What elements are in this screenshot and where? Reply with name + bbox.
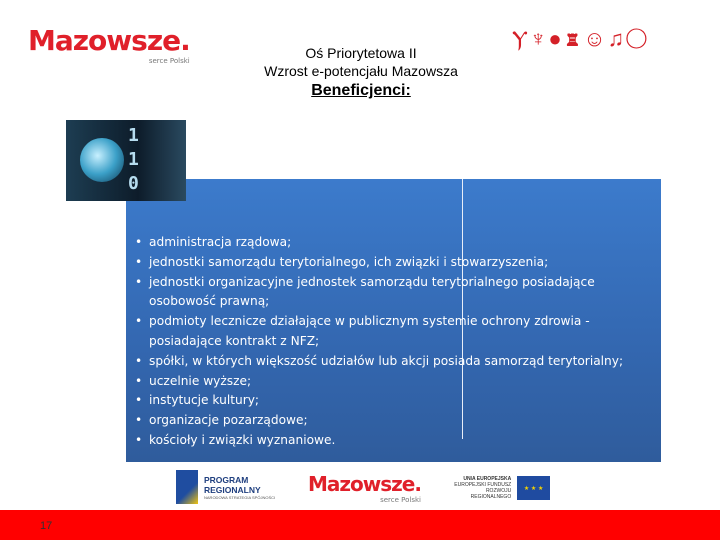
digital-globe-image	[66, 120, 186, 201]
eu-line-3: ROZWOJU REGIONALNEGO	[470, 488, 512, 500]
page-number: 17	[40, 520, 53, 532]
list-item: • jednostki samorządu terytorialnego, ich związki i stowarzyszenia;	[135, 253, 655, 273]
beneficiaries-list	[135, 233, 655, 451]
program-regionalny-logo	[176, 470, 275, 504]
list-item: • podmioty lecznicze działające w publicznym systemie ochrony zdrowia - posiadające kontrakt z NFZ;	[135, 312, 655, 352]
eu-logo	[450, 476, 550, 500]
logo-text: Mazowsze.	[28, 24, 190, 57]
mazowsze-logo	[28, 24, 190, 65]
list-item: • uczelnie wyższe;	[135, 372, 655, 392]
title-line-1: Oś Priorytetowa II	[305, 45, 417, 61]
logo-text: Mazowsze.	[308, 472, 421, 496]
culture-icons: Ⲩ♆●♜☺♫◯	[512, 26, 649, 51]
slide-heading: Beneficjenci:	[311, 82, 411, 99]
eu-line-2: EUROPEJSKI FUNDUSZ	[454, 482, 512, 488]
footer-logos	[170, 466, 550, 508]
globe-icon	[80, 138, 124, 182]
program-sub: NARODOWA STRATEGIA SPÓJNOŚCI	[204, 494, 276, 500]
footer-bar	[0, 510, 720, 540]
mazowsze-logo-footer	[308, 472, 421, 504]
logo-subtitle: serce Polski	[380, 496, 421, 504]
title-line-2: Wzrost e-potencjału Mazowsza	[264, 63, 458, 79]
list-item: • jednostki organizacyjne jednostek samorządu terytorialnego posiadające osobowość prawną;	[135, 273, 655, 313]
list-item: • spółki, w których większość udziałów lub akcji posiada samorząd terytorialny;	[135, 352, 655, 372]
list-item: • kościoły i związki wyznaniowe.	[135, 431, 655, 451]
program-flag-icon	[176, 470, 198, 504]
program-line-1: PROGRAM	[204, 474, 249, 485]
list-item: • instytucje kultury;	[135, 391, 655, 411]
list-item: • administracja rządowa;	[135, 233, 655, 253]
program-line-2: REGIONALNY	[204, 484, 261, 495]
eu-line-1: UNIA EUROPEJSKA	[463, 476, 512, 482]
slide-title	[230, 44, 492, 101]
eu-flag-icon: ★ ★ ★	[517, 476, 550, 500]
logo-subtitle: serce Polski	[148, 57, 190, 65]
list-item: • organizacje pozarządowe;	[135, 411, 655, 431]
binary-digits: 1 1 0	[128, 125, 139, 194]
